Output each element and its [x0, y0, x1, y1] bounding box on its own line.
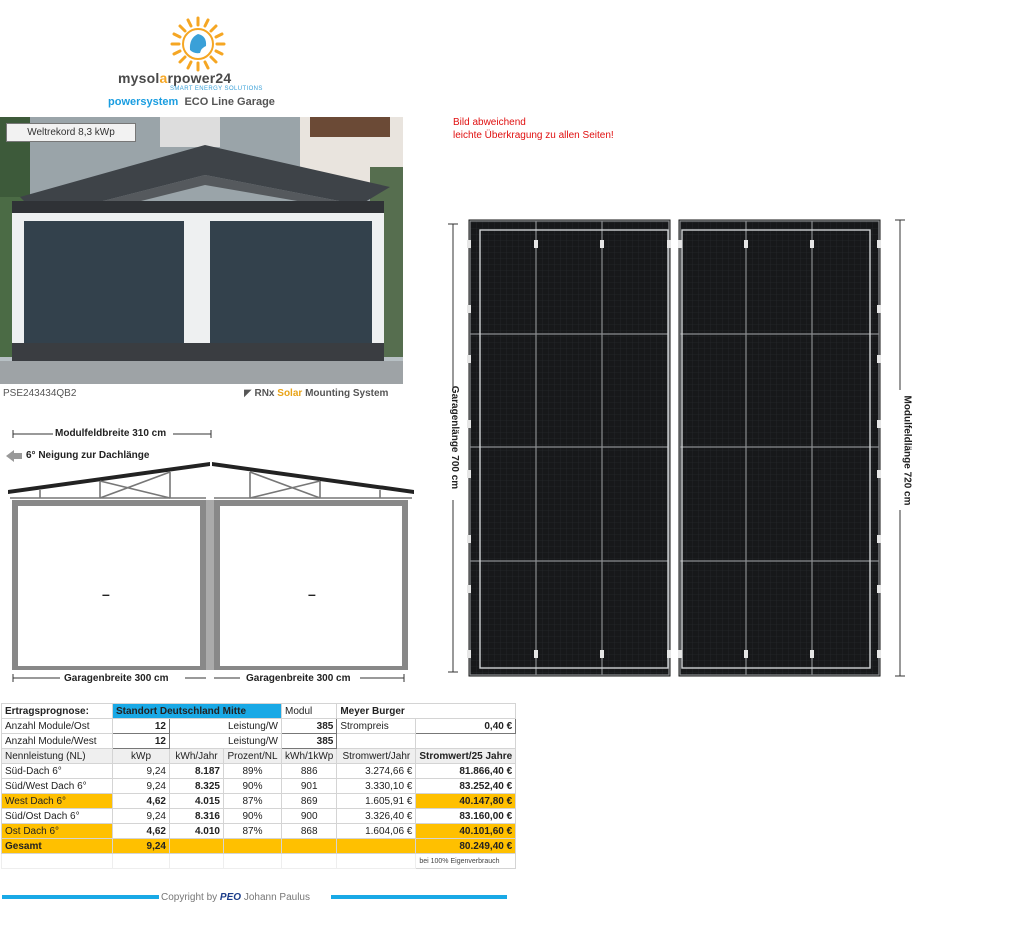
modules-east-value[interactable]: 12	[113, 719, 170, 734]
cell-year: 1.605,91 €	[337, 794, 416, 809]
power-value-west[interactable]: 385	[282, 734, 337, 749]
garage-length-label: Garagenlänge 700 cm	[449, 385, 461, 490]
cell-kwh: 8.316	[170, 809, 224, 824]
table-row	[2, 719, 516, 734]
cell-year: 1.604,06 €	[337, 824, 416, 839]
cell-kwh: 4.015	[170, 794, 224, 809]
cell-pct: 90%	[224, 779, 282, 794]
table-row	[2, 734, 516, 749]
product-code: PSE243434QB2	[3, 388, 77, 399]
cell-kwp: 4,62	[113, 794, 170, 809]
cell-25y: 40.147,80 €	[416, 794, 516, 809]
cell-per-kwp: 869	[282, 794, 337, 809]
yield-forecast-table	[1, 703, 516, 869]
total-label: Gesamt	[2, 839, 113, 854]
table-row	[2, 764, 516, 779]
cell-pct: 87%	[224, 824, 282, 839]
garage-width-label-2: Garagenbreite 300 cm	[246, 673, 351, 684]
cell-kwp: 9,24	[113, 764, 170, 779]
table-row	[2, 809, 516, 824]
cell-kwh: 4.010	[170, 824, 224, 839]
total-kwp: 9,24	[113, 839, 170, 854]
cell-25y: 81.866,40 €	[416, 764, 516, 779]
table-row	[2, 824, 516, 839]
cell-25y: 83.160,00 €	[416, 809, 516, 824]
price-label: Strompreis	[337, 719, 416, 734]
brand-tagline: SMART ENERGY SOLUTIONS	[170, 86, 263, 92]
cell-per-kwp: 901	[282, 779, 337, 794]
door-mark-right: –	[308, 586, 316, 602]
cell-per-kwp: 900	[282, 809, 337, 824]
row-name: Süd/Ost Dach 6°	[2, 809, 113, 824]
table-row	[2, 794, 516, 809]
garage-photo	[0, 117, 403, 384]
power-label-east: Leistung/W	[170, 719, 282, 734]
cell-per-kwp: 886	[282, 764, 337, 779]
total-row	[2, 839, 516, 854]
footnote-row	[2, 854, 516, 869]
modules-west-label: Anzahl Module/West	[2, 734, 113, 749]
table-row	[2, 779, 516, 794]
cell-25y: 40.101,60 €	[416, 824, 516, 839]
row-name: West Dach 6°	[2, 794, 113, 809]
cell-pct: 89%	[224, 764, 282, 779]
module-width-label: Modulfeldbreite 310 cm	[55, 428, 167, 439]
cell-kwh: 8.187	[170, 764, 224, 779]
price-value[interactable]: 0,40 €	[416, 719, 516, 734]
cell-kwh: 8.325	[170, 779, 224, 794]
peo-logo-icon: PEO	[219, 892, 242, 903]
footer-bar-right	[331, 895, 507, 899]
location-cell[interactable]: Standort Deutschland Mitte	[113, 704, 282, 719]
note-line-2: leichte Überkragung zu allen Seiten!	[453, 130, 614, 141]
footer-bar-left	[2, 895, 159, 899]
power-value-east[interactable]: 385	[282, 719, 337, 734]
cell-pct: 90%	[224, 809, 282, 824]
cell-year: 3.330,10 €	[337, 779, 416, 794]
table-row	[2, 704, 516, 719]
row-name: Ost Dach 6°	[2, 824, 113, 839]
col-header: Stromwert/Jahr	[337, 749, 416, 764]
forecast-label: Ertragsprognose:	[2, 704, 113, 719]
brand-name: mysolarpower24	[118, 70, 232, 86]
cell-pct: 87%	[224, 794, 282, 809]
col-header: Stromwert/25 Jahre	[416, 749, 516, 764]
cell-kwp: 9,24	[113, 809, 170, 824]
row-name: Süd/West Dach 6°	[2, 779, 113, 794]
photo-badge: Weltrekord 8,3 kWp	[6, 123, 136, 142]
cell-kwp: 9,24	[113, 779, 170, 794]
module-length-label: Modulfeldlänge 720 cm	[901, 395, 913, 506]
col-header: kWh/Jahr	[170, 749, 224, 764]
door-mark-left: –	[102, 586, 110, 602]
cell-per-kwp: 868	[282, 824, 337, 839]
cell-25y: 83.252,40 €	[416, 779, 516, 794]
col-header: Prozent/NL	[224, 749, 282, 764]
cell-year: 3.274,66 €	[337, 764, 416, 779]
row-name: Süd-Dach 6°	[2, 764, 113, 779]
product-line: powersystem ECO Line Garage	[108, 96, 275, 108]
power-label-west: Leistung/W	[170, 734, 282, 749]
module-label: Modul	[282, 704, 337, 719]
cell-year: 3.326,40 €	[337, 809, 416, 824]
col-header: kWp	[113, 749, 170, 764]
col-header: kWh/1kWp	[282, 749, 337, 764]
cell-kwp: 4,62	[113, 824, 170, 839]
modules-east-label: Anzahl Module/Ost	[2, 719, 113, 734]
total-25y: 80.249,40 €	[416, 839, 516, 854]
bracket-icon: ◤	[244, 388, 252, 399]
copyright: Copyright by PEO Johann Paulus	[161, 892, 310, 903]
module-field-top-view	[440, 210, 920, 688]
modules-west-value[interactable]: 12	[113, 734, 170, 749]
tilt-label: 6° Neigung zur Dachlänge	[26, 450, 150, 461]
footnote: bei 100% Eigenverbrauch	[416, 854, 516, 869]
garage-width-label-1: Garagenbreite 300 cm	[64, 673, 169, 684]
module-value[interactable]: Meyer Burger	[337, 704, 516, 719]
col-header: Nennleistung (NL)	[2, 749, 113, 764]
mounting-system-label: ◤ RNx Solar Mounting System	[244, 388, 389, 399]
table-header-row	[2, 749, 516, 764]
note-line-1: Bild abweichend	[453, 117, 526, 128]
